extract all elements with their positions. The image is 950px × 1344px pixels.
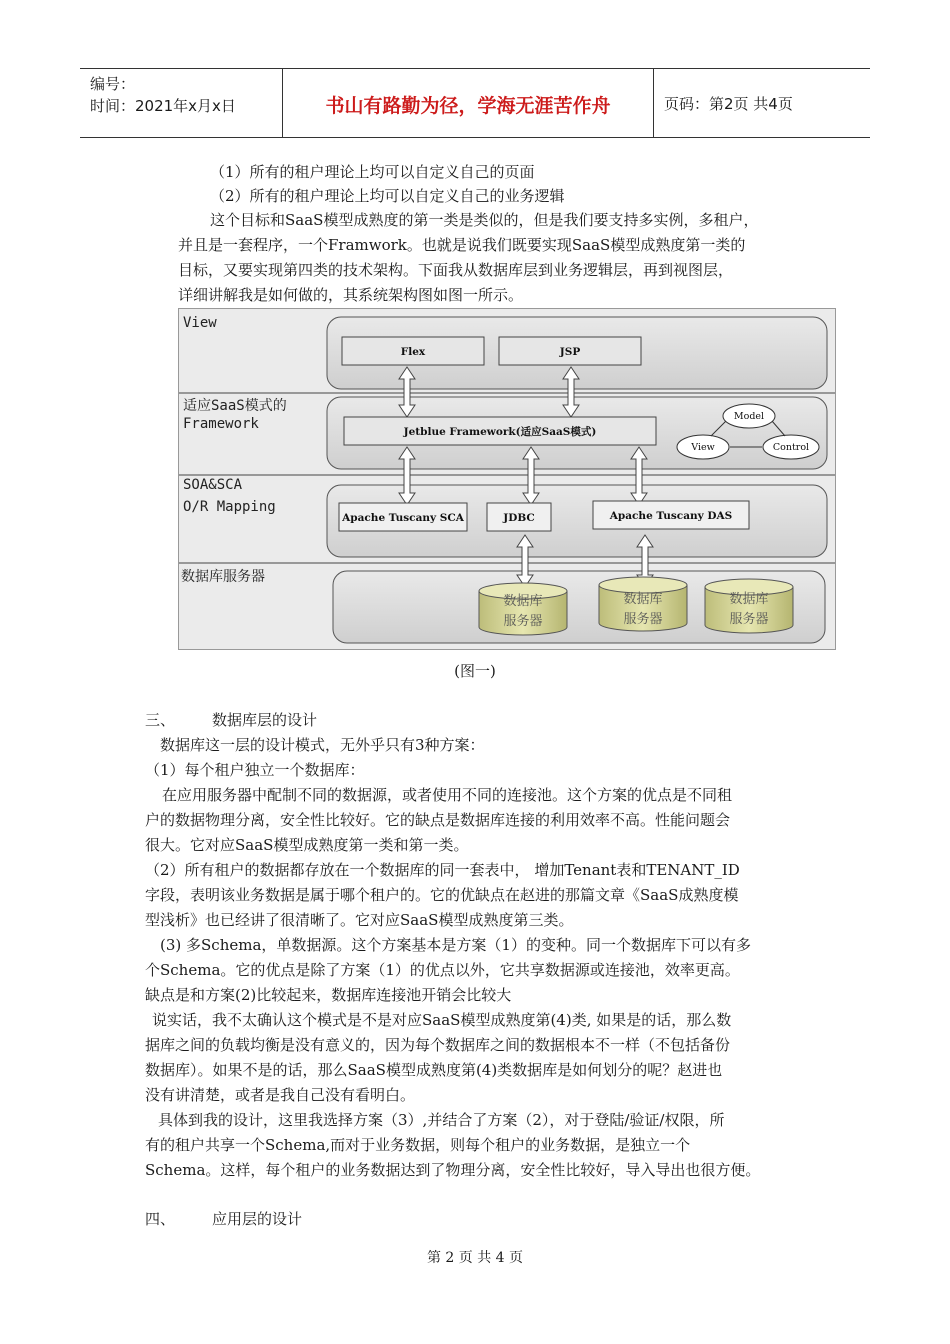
- double-arrow: [563, 367, 579, 417]
- body-line: 个Schema。它的优点是除了方案（1）的优点以外，它共享数据源或连接池，效率更高。: [145, 961, 740, 979]
- database-label: 数据库: [503, 594, 543, 609]
- body-line: 型浅析》也已经讲了很清晰了。它对应SaaS模型成熟度第三类。: [145, 911, 574, 929]
- body-line: 说实话，我不太确认这个模式是不是对应SaaS模型成熟度第(4)类, 如果是的话，那么数: [152, 1011, 732, 1029]
- db-layer-label: 数据库服务器: [181, 569, 265, 585]
- header-left-cell: [80, 69, 283, 137]
- database-cylinder-top: [599, 577, 687, 593]
- soa-layer-label: SOA&SCA: [183, 477, 243, 493]
- intro-line: （2）所有的租户理论上均可以自定义自己的业务逻辑: [210, 187, 565, 205]
- section-number: 三、: [145, 711, 176, 729]
- tuscany-das-label: Apache Tuscany DAS: [609, 510, 733, 522]
- double-arrow: [517, 535, 533, 587]
- framework-layer-label: Framework: [183, 416, 259, 432]
- header-middle-cell: [283, 69, 654, 137]
- double-arrow: [631, 447, 647, 505]
- mvc-view-label: View: [691, 442, 715, 453]
- mvc-control-label: Control: [772, 442, 810, 453]
- database-label: 服务器: [729, 612, 769, 627]
- framework-layer-label: 适应SaaS模式的: [183, 398, 287, 414]
- intro-line: 并且是一套程序，一个Framwork。也就是说我们既要实现SaaS模型成熟度第一类的: [178, 236, 746, 254]
- time-label: 时间：2021年x月x日: [90, 97, 236, 115]
- database-label: 数据库: [623, 592, 663, 607]
- intro-line: 这个目标和SaaS模型成熟度的第一类是类似的，但是我们要支持多实例，多租户，: [210, 211, 759, 229]
- jetblue-label: Jetblue Framework(适应SaaS模式): [403, 426, 597, 438]
- jdbc-label: JDBC: [503, 512, 535, 524]
- database-label: 服务器: [623, 612, 663, 627]
- page-header: [80, 68, 870, 138]
- body-line: 户的数据物理分离，安全性比较好。它的缺点是数据库连接的利用效率不高。性能问题会: [145, 811, 731, 829]
- body-line: 数据库）。如果不是的话，那么SaaS模型成熟度第(4)类数据库是如何划分的呢？赵进也: [145, 1061, 723, 1079]
- body-line: 缺点是和方案(2)比较起来，数据库连接池开销会比较大: [145, 986, 512, 1004]
- double-arrow: [399, 447, 415, 505]
- body-line: 数据库这一层的设计模式，无外乎只有3种方案：: [160, 736, 485, 754]
- page-footer: 第 2 页 共 4 页: [426, 1250, 524, 1266]
- header-motto: 书山有路勤为径，学海无涯苦作舟: [325, 95, 611, 117]
- figure-caption: (图一): [454, 662, 496, 680]
- number-label: 编号：: [90, 75, 136, 93]
- double-arrow: [523, 447, 539, 505]
- intro-line: 详细讲解我是如何做的，其系统架构图如图一所示。: [178, 286, 524, 304]
- body-line: （2）所有租户的数据都存放在一个数据库的同一套表中， 增加Tenant表和TENANT_ID: [145, 861, 740, 879]
- page-label: 页码：第2页 共4页: [664, 95, 793, 113]
- section-heading: 应用层的设计: [212, 1210, 303, 1228]
- header-right-cell: [654, 69, 870, 137]
- intro-line: （1）所有的租户理论上均可以自定义自己的页面: [210, 163, 535, 181]
- body-line: (3) 多Schema，单数据源。这个方案基本是方案（1）的变种。同一个数据库下可以有多: [160, 936, 751, 954]
- body-line: 没有讲清楚，或者是我自己没有看明白。: [145, 1086, 416, 1104]
- body-line: 据库之间的负载均衡是没有意义的，因为每个数据库之间的数据根本不一样（不包括备份: [145, 1036, 731, 1054]
- flex-label: Flex: [400, 346, 426, 358]
- view-layer-label: View: [183, 315, 217, 331]
- architecture-diagram: [178, 308, 836, 650]
- body-line: 很大。它对应SaaS模型成熟度第一类和第一类。: [145, 836, 469, 854]
- mvc-model-label: Model: [733, 411, 765, 422]
- double-arrow: [399, 367, 415, 417]
- body-line: 字段，表明该业务数据是属于哪个租户的。它的优缺点在赵进的那篇文章《SaaS成熟度模: [145, 886, 739, 904]
- section-heading: 数据库层的设计: [212, 711, 318, 729]
- tuscany-sca-label: Apache Tuscany SCA: [342, 512, 464, 524]
- soa-layer-label: O/R Mapping: [183, 499, 276, 515]
- body-line: 具体到我的设计，这里我选择方案（3）,并结合了方案（2），对于登陆/验证/权限，所: [158, 1111, 725, 1129]
- intro-line: 目标，又要实现第四类的技术架构。下面我从数据库层到业务逻辑层，再到视图层，: [178, 261, 734, 279]
- body-line: 有的租户共享一个Schema,而对于业务数据，则每个租户的业务数据，是独立一个: [145, 1136, 691, 1154]
- body-line: Schema。这样，每个租户的业务数据达到了物理分离，安全性比较好，导入导出也很方便。: [145, 1161, 761, 1179]
- database-label: 服务器: [503, 614, 543, 629]
- section-number: 四、: [145, 1210, 176, 1228]
- jsp-label: JSP: [559, 346, 581, 358]
- body-line: 在应用服务器中配制不同的数据源，或者使用不同的连接池。这个方案的优点是不同租: [162, 786, 733, 804]
- database-label: 数据库: [729, 592, 769, 607]
- body-line: （1）每个租户独立一个数据库：: [145, 761, 365, 779]
